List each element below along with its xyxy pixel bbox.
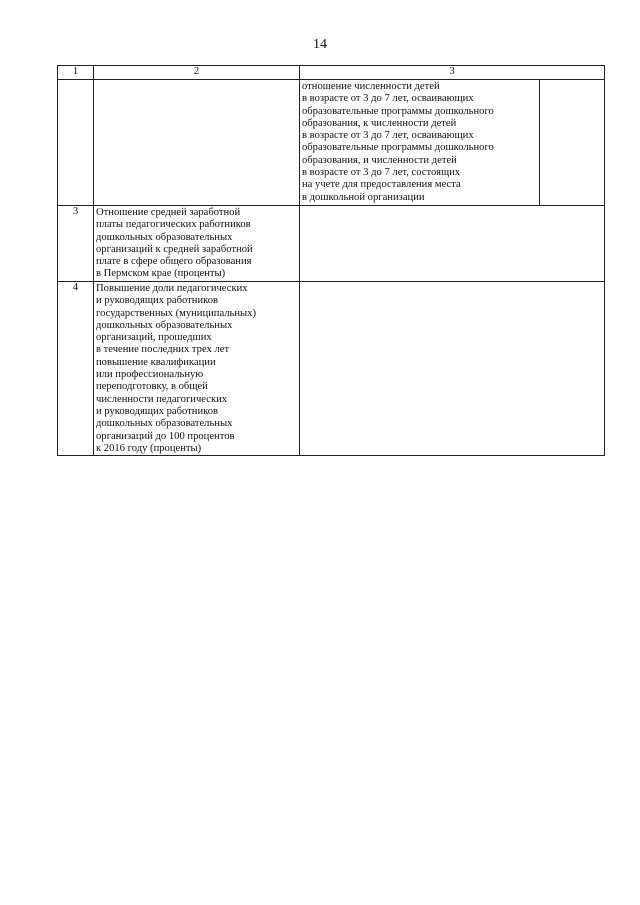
empty-subcell (540, 80, 604, 205)
column-header-2: 2 (94, 66, 300, 80)
indicators-table (57, 65, 605, 456)
indicator-cell (94, 281, 300, 455)
value-cell (300, 80, 605, 206)
indicator-cell (94, 205, 300, 281)
value-cell (300, 281, 605, 455)
indicator-text: Отношение средней заработной платы педагогических работников дошкольных образовательных организаций к средней заработной плате в сфере общего образования в Пермском крае (проценты) (96, 206, 253, 280)
table-header-row (58, 66, 605, 80)
table-row (58, 281, 605, 455)
row-number: 3 (58, 205, 94, 281)
formula-description: отношение численности детей в возрасте от 3 до 7 лет, осваивающих образовательные программы дошкольного образования, к численности детей в возрасте от 3 до 7 лет, осваивающих образовательные программы дошкольного образования, и численности детей в возрасте от 3 до 7 лет, состоящих на учете для предоставления места в дошкольной организации (300, 80, 540, 205)
column-header-3: 3 (300, 66, 605, 80)
row-number: 4 (58, 281, 94, 455)
indicator-text (96, 80, 297, 81)
table-row (58, 205, 605, 281)
indicator-text: Повышение доли педагогических и руководящих работников государственных (муниципальных) дошкольных образовательных организаций, прошедших в течение последних трех лет повышение квалификации или профессиональную переподготовку, в общей численности педагогических и руководящих работников дошкольных образовательных организаций до 100 процентов к 2016 году (проценты) (96, 282, 256, 454)
page-number: 14 (313, 37, 327, 52)
table-row (58, 80, 605, 206)
row-number (58, 80, 94, 206)
nested-cell-group (300, 80, 604, 205)
column-header-1: 1 (58, 66, 94, 80)
indicator-cell (94, 80, 300, 206)
value-cell (300, 205, 605, 281)
